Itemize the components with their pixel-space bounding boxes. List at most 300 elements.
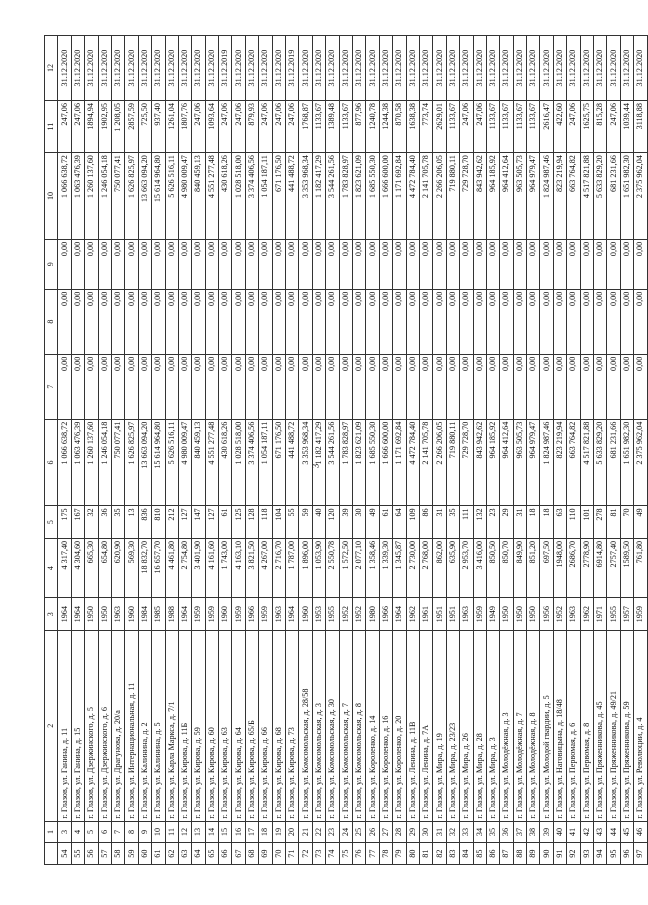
table-cell: 840 459,13: [192, 153, 205, 240]
table-cell: 3 374 406,56: [245, 153, 258, 240]
table-cell: 1950: [500, 598, 513, 631]
table-cell: 31: [433, 506, 446, 539]
table-cell: 0,00: [594, 239, 607, 289]
table-cell: 57: [98, 843, 111, 865]
table-row: [152, 36, 165, 865]
table-cell: 671 176,50: [272, 153, 285, 240]
table-cell: 1768,87: [299, 101, 312, 153]
table-cell: 1962: [580, 598, 593, 631]
table-cell: 964 185,92: [486, 419, 499, 506]
table-cell: 1961: [419, 598, 432, 631]
table-row: [205, 36, 218, 865]
table-cell: 73: [312, 843, 325, 865]
table-cell: 31.12.2020: [111, 36, 124, 101]
table-row: [286, 36, 299, 865]
table-cell: 1 339,30: [379, 538, 392, 598]
table-cell: 729 728,70: [460, 153, 473, 240]
table-cell: 0,00: [433, 289, 446, 354]
table-row: [580, 36, 593, 865]
table-cell: 74: [326, 843, 339, 865]
table-cell: 3 544 261,56: [326, 419, 339, 506]
table-cell: 963 505,73: [513, 153, 526, 240]
table-cell: 1589,50: [620, 538, 633, 598]
table-cell: 13: [192, 821, 205, 843]
table-cell: 843 942,62: [473, 419, 486, 506]
table-cell: 247,06: [259, 101, 272, 153]
table-cell: 1952: [553, 598, 566, 631]
table-cell: 1959: [634, 598, 647, 631]
table-cell: 0,00: [379, 239, 392, 289]
table-cell: 18: [259, 821, 272, 843]
table-cell: 31.12.2020: [486, 36, 499, 101]
table-cell: г. Глазов, ул. Кирова, д. 64: [232, 630, 245, 821]
table-cell: г. Глазов, ул. Комсомольская, д. 7: [339, 630, 352, 821]
table-cell: 0,00: [219, 289, 232, 354]
table-cell: г. Глазов, ул. Молодой гвардии, д. 5: [540, 630, 553, 821]
table-cell: 0,00: [219, 354, 232, 419]
table-cell: г. Глазов, ул. Мира, д. 19: [433, 630, 446, 821]
table-cell: 0,00: [245, 289, 258, 354]
table-cell: 6914,80: [594, 538, 607, 598]
table-cell: 0,00: [245, 239, 258, 289]
table-cell: 0,00: [580, 239, 593, 289]
table-row: [419, 36, 432, 865]
table-cell: 843 942,62: [473, 153, 486, 240]
table-cell: 1039,44: [620, 101, 633, 153]
table-cell: 44: [607, 821, 620, 843]
table-cell: 2 754,80: [178, 538, 191, 598]
table-cell: 1 053,90: [312, 538, 325, 598]
table-cell: 0,00: [259, 239, 272, 289]
table-cell: 31.12.2020: [58, 36, 71, 101]
table-cell: 1963: [111, 598, 124, 631]
table-cell: 60: [138, 843, 151, 865]
table-row: [366, 36, 379, 865]
table-cell: 729 728,70: [460, 419, 473, 506]
table-cell: 0,00: [607, 354, 620, 419]
table-cell: 80: [406, 843, 419, 865]
table-cell: 247,06: [232, 101, 245, 153]
table-cell: 0,00: [205, 239, 218, 289]
table-cell: 86: [486, 843, 499, 865]
table-cell: 697,50: [540, 538, 553, 598]
table-cell: 0,00: [58, 289, 71, 354]
table-cell: 2 716,70: [272, 538, 285, 598]
table-cell: 63: [553, 506, 566, 539]
table-cell: 0,00: [326, 239, 339, 289]
table-cell: 810: [152, 506, 165, 539]
table-cell: 1 182 417,29: [312, 153, 325, 240]
table-cell: 64: [192, 843, 205, 865]
table-cell: 1952: [352, 598, 365, 631]
table-cell: 1 066 638,72: [58, 153, 71, 240]
table-cell: 4 517 821,88: [580, 419, 593, 506]
table-cell: г. Глазов, ул. Короленко, д. 16: [379, 630, 392, 821]
table-cell: 55: [71, 843, 84, 865]
table-cell: 2778,90: [580, 538, 593, 598]
table-cell: 0,00: [299, 289, 312, 354]
table-cell: 0,00: [71, 354, 84, 419]
table-cell: 1133,67: [312, 101, 325, 153]
table-cell: 1 054 187,11: [259, 153, 272, 240]
table-cell: 1955: [326, 598, 339, 631]
table-cell: 56: [85, 843, 98, 865]
table-cell: 1956: [540, 598, 553, 631]
table-cell: 1 896,00: [299, 538, 312, 598]
table-row: [219, 36, 232, 865]
table-cell: 31.12.2020: [527, 36, 540, 101]
table-cell: 0,00: [178, 239, 191, 289]
table-cell: 4 551 277,48: [205, 419, 218, 506]
table-cell: 3 401,90: [192, 538, 205, 598]
table-cell: 1966: [245, 598, 258, 631]
table-cell: 1902,95: [98, 101, 111, 153]
table-cell: 31.12.2020: [379, 36, 392, 101]
table-cell: 1952: [339, 598, 352, 631]
table-cell: 0,00: [111, 354, 124, 419]
table-cell: 247,06: [58, 101, 71, 153]
table-cell: 0,00: [513, 239, 526, 289]
table-cell: 1894,94: [85, 101, 98, 153]
table-cell: 31.12.2020: [98, 36, 111, 101]
table-cell: 31.12.2020: [272, 36, 285, 101]
table-cell: 0,00: [527, 239, 540, 289]
table-cell: 0,00: [540, 354, 553, 419]
table-cell: 1951: [433, 598, 446, 631]
table-cell: г. Глазов, ул. Дзержинского, д. 6: [98, 630, 111, 821]
table-cell: 0,00: [299, 354, 312, 419]
table-cell: 0,00: [111, 289, 124, 354]
table-cell: 127: [178, 506, 191, 539]
table-cell: 3 353 968,34: [299, 153, 312, 240]
table-cell: 31.12.2019: [219, 36, 232, 101]
table-cell: 0,00: [286, 354, 299, 419]
table-cell: 2 266 206,05: [433, 153, 446, 240]
table-cell: 3 353 968,34: [299, 419, 312, 506]
header-cell: 4: [45, 538, 58, 598]
header-cell: 11: [45, 101, 58, 153]
table-cell: 1093,64: [205, 101, 218, 153]
table-cell: 1959: [259, 598, 272, 631]
table-cell: 4 161,60: [205, 538, 218, 598]
table-cell: 4 472 784,40: [406, 419, 419, 506]
table-cell: 1133,67: [339, 101, 352, 153]
table-cell: 84: [460, 843, 473, 865]
table-cell: 1950: [527, 598, 540, 631]
table-cell: 815,28: [594, 101, 607, 153]
table-cell: 964 412,64: [500, 419, 513, 506]
table-cell: 2 730,00: [406, 538, 419, 598]
table-row: [540, 36, 553, 865]
table-cell: 681 231,66: [607, 419, 620, 506]
table-cell: 1964: [58, 598, 71, 631]
table-cell: 0,00: [286, 289, 299, 354]
page-number: 3: [310, 463, 321, 469]
table-cell: 2686,70: [567, 538, 580, 598]
table-cell: 0,00: [486, 289, 499, 354]
table-cell: 850,70: [500, 538, 513, 598]
table-cell: 1 054 187,11: [259, 419, 272, 506]
table-row: [58, 36, 71, 865]
table-cell: 31.12.2020: [138, 36, 151, 101]
table-cell: 1133,67: [513, 101, 526, 153]
table-cell: 3 821,50: [245, 538, 258, 598]
table-cell: 0,00: [500, 239, 513, 289]
table-cell: 1959: [205, 598, 218, 631]
table-cell: г. Глазов, ул. Мира, д. 26: [460, 630, 473, 821]
table-cell: 6: [98, 821, 111, 843]
table-cell: 127: [205, 506, 218, 539]
table-cell: 3 544 261,56: [326, 153, 339, 240]
table-cell: 0,00: [527, 289, 540, 354]
table-cell: г. Глазов, ул. Кирова, д. 59: [192, 630, 205, 821]
table-cell: 61: [152, 843, 165, 865]
table-cell: 0,00: [473, 354, 486, 419]
table-cell: 18: [527, 506, 540, 539]
table-cell: 69: [259, 843, 272, 865]
table-cell: 0,00: [366, 239, 379, 289]
table-cell: 0,00: [232, 289, 245, 354]
table-cell: 38: [527, 821, 540, 843]
table-cell: 635,90: [446, 538, 459, 598]
table-cell: 120: [326, 506, 339, 539]
table-cell: 31.12.2020: [352, 36, 365, 101]
table-cell: 0,00: [192, 289, 205, 354]
table-cell: 29: [500, 506, 513, 539]
table-cell: 0,00: [272, 239, 285, 289]
table-cell: 1 651 982,30: [620, 419, 633, 506]
table-cell: 2 141 705,78: [419, 419, 432, 506]
table-cell: 70: [272, 843, 285, 865]
table-cell: г. Глазов, ул. Кирова, д. 73: [286, 630, 299, 821]
table-cell: 11: [165, 821, 178, 843]
table-cell: 31.12.2020: [312, 36, 325, 101]
table-cell: 823 219,94: [553, 419, 566, 506]
table-cell: 1 743,00: [219, 538, 232, 598]
table-cell: г. Глазов, ул. Интернациональная, д. 11: [125, 630, 138, 821]
table-cell: 0,00: [419, 239, 432, 289]
table-cell: 1949: [486, 598, 499, 631]
table-cell: 0,00: [620, 289, 633, 354]
table-cell: 654,80: [98, 538, 111, 598]
table-cell: 31.12.2020: [85, 36, 98, 101]
table-cell: 1988: [165, 598, 178, 631]
table-cell: 0,00: [245, 354, 258, 419]
table-row: [634, 36, 647, 865]
table-cell: 87: [500, 843, 513, 865]
table-cell: 0,00: [111, 239, 124, 289]
table-cell: 1960: [125, 598, 138, 631]
table-cell: 0,00: [406, 289, 419, 354]
table-cell: г. Глазов, ул. Драгунова, д. 20/а: [111, 630, 124, 821]
register-table: [44, 35, 648, 865]
table-cell: 81: [419, 843, 432, 865]
table-cell: 0,00: [594, 289, 607, 354]
table-cell: 3118,88: [634, 101, 647, 153]
table-cell: 247,06: [607, 101, 620, 153]
table-cell: 0,00: [71, 239, 84, 289]
table-cell: 761,80: [634, 538, 647, 598]
table-cell: 16 657,70: [152, 538, 165, 598]
table-cell: 12: [178, 821, 191, 843]
table-cell: 1389,48: [326, 101, 339, 153]
table-cell: 40: [553, 821, 566, 843]
table-cell: 39: [339, 506, 352, 539]
table-cell: 9: [138, 821, 151, 843]
table-cell: 2 768,00: [419, 538, 432, 598]
table-cell: г. Глазов, ул. Кирова, д. 60: [205, 630, 218, 821]
table-cell: 0,00: [419, 354, 432, 419]
table-cell: 32: [446, 821, 459, 843]
table-cell: 31.12.2020: [446, 36, 459, 101]
table-cell: 1955: [607, 598, 620, 631]
table-cell: 4: [71, 821, 84, 843]
table-cell: г. Глазов, ул. Кирова, д. 66: [259, 630, 272, 821]
table-cell: 569,30: [125, 538, 138, 598]
table-row: [98, 36, 111, 865]
table-cell: 0,00: [98, 289, 111, 354]
table-cell: 1964: [178, 598, 191, 631]
table-cell: 719 880,11: [446, 153, 459, 240]
table-cell: 14: [205, 821, 218, 843]
table-cell: 31.12.2020: [71, 36, 84, 101]
table-cell: 16: [232, 821, 245, 843]
table-cell: 31.12.2020: [152, 36, 165, 101]
table-cell: 1948,00: [553, 538, 566, 598]
table-cell: 0,00: [205, 289, 218, 354]
table-cell: 750 077,41: [111, 153, 124, 240]
table-cell: 1133,67: [527, 101, 540, 153]
table-cell: 0,00: [125, 354, 138, 419]
table-cell: 1625,75: [580, 101, 593, 153]
table-row: [607, 36, 620, 865]
table-cell: 0,00: [98, 354, 111, 419]
table-cell: 31.12.2020: [326, 36, 339, 101]
table-cell: 0,00: [567, 354, 580, 419]
table-cell: 1 246 054,18: [98, 153, 111, 240]
table-cell: 27: [379, 821, 392, 843]
table-cell: 2857,59: [125, 101, 138, 153]
table-cell: 0,00: [138, 289, 151, 354]
table-cell: 1 028 518,00: [232, 419, 245, 506]
table-cell: 61: [219, 506, 232, 539]
table-cell: 681 231,66: [607, 153, 620, 240]
table-row: [553, 36, 566, 865]
table-cell: 823 219,94: [553, 153, 566, 240]
table-cell: 1 651 982,30: [620, 153, 633, 240]
table-cell: г. Глазов, ул. Комсомольская, д. 3: [312, 630, 325, 821]
table-cell: 19: [272, 821, 285, 843]
table-cell: 49: [366, 506, 379, 539]
table-cell: 0,00: [58, 239, 71, 289]
table-cell: 0,00: [85, 239, 98, 289]
header-cell: 10: [45, 153, 58, 240]
table-cell: 1971: [594, 598, 607, 631]
table-cell: 31.12.2020: [607, 36, 620, 101]
table-cell: 1963: [567, 598, 580, 631]
table-cell: 963 505,73: [513, 419, 526, 506]
table-cell: 1 685 550,30: [366, 419, 379, 506]
table-cell: 0,00: [326, 354, 339, 419]
header-row: [45, 36, 58, 865]
register-table-container: [44, 35, 648, 865]
table-cell: 89: [527, 843, 540, 865]
table-cell: 1 171 692,84: [393, 153, 406, 240]
table-cell: г. Глазов, ул. Короленко, д. 20: [393, 630, 406, 821]
table-cell: 1133,67: [500, 101, 513, 153]
table-cell: 851,20: [527, 538, 540, 598]
table-cell: 441 488,72: [286, 153, 299, 240]
table-cell: 1 572,50: [339, 538, 352, 598]
table-cell: 1133,67: [446, 101, 459, 153]
table-cell: 964 185,92: [486, 153, 499, 240]
table-cell: 0,00: [419, 289, 432, 354]
table-cell: 0,00: [352, 239, 365, 289]
table-cell: 0,00: [125, 289, 138, 354]
table-cell: 76: [352, 843, 365, 865]
table-cell: 10: [152, 821, 165, 843]
table-cell: 0,00: [219, 239, 232, 289]
table-row: [446, 36, 459, 865]
table-cell: 1963: [272, 598, 285, 631]
table-cell: 83: [446, 843, 459, 865]
table-cell: 4 551 277,48: [205, 153, 218, 240]
table-cell: 665,30: [85, 538, 98, 598]
table-cell: г. Глазов, ул. Первомая, д. 8: [580, 630, 593, 821]
table-cell: 0,00: [165, 289, 178, 354]
table-cell: 0,00: [259, 289, 272, 354]
table-cell: 0,00: [339, 239, 352, 289]
table-cell: 2 375 962,04: [634, 419, 647, 506]
table-row: [272, 36, 285, 865]
table-cell: 147: [192, 506, 205, 539]
table-cell: 4 267,00: [259, 538, 272, 598]
header-cell: 12: [45, 36, 58, 101]
table-cell: 2 266 206,05: [433, 419, 446, 506]
table-cell: 1953: [312, 598, 325, 631]
table-cell: 31.12.2020: [460, 36, 473, 101]
table-cell: 1638,38: [406, 101, 419, 153]
table-row: [125, 36, 138, 865]
table-cell: 0,00: [486, 354, 499, 419]
table-cell: 66: [219, 843, 232, 865]
table-cell: 0,00: [58, 354, 71, 419]
table-row: [312, 36, 325, 865]
table-cell: г. Глазов, ул. Мира, д. 23/23: [446, 630, 459, 821]
table-cell: 0,00: [500, 354, 513, 419]
table-cell: 31.12.2020: [500, 36, 513, 101]
table-row: [178, 36, 191, 865]
table-cell: 30: [419, 821, 432, 843]
table-cell: 0,00: [460, 289, 473, 354]
table-cell: 0,00: [85, 289, 98, 354]
table-cell: 18: [540, 506, 553, 539]
table-cell: 31.12.2020: [259, 36, 272, 101]
table-cell: 13 663 094,20: [138, 153, 151, 240]
table-cell: 247,06: [286, 101, 299, 153]
table-cell: 0,00: [85, 354, 98, 419]
table-cell: 1960: [219, 598, 232, 631]
table-cell: 64: [393, 506, 406, 539]
table-cell: 0,00: [272, 289, 285, 354]
table-cell: 773,74: [419, 101, 432, 153]
table-cell: 31.12.2020: [433, 36, 446, 101]
table-cell: 45: [620, 821, 633, 843]
table-cell: 1950: [513, 598, 526, 631]
table-cell: 4 304,60: [71, 538, 84, 598]
table-cell: 0,00: [527, 354, 540, 419]
table-cell: 31.12.2020: [205, 36, 218, 101]
